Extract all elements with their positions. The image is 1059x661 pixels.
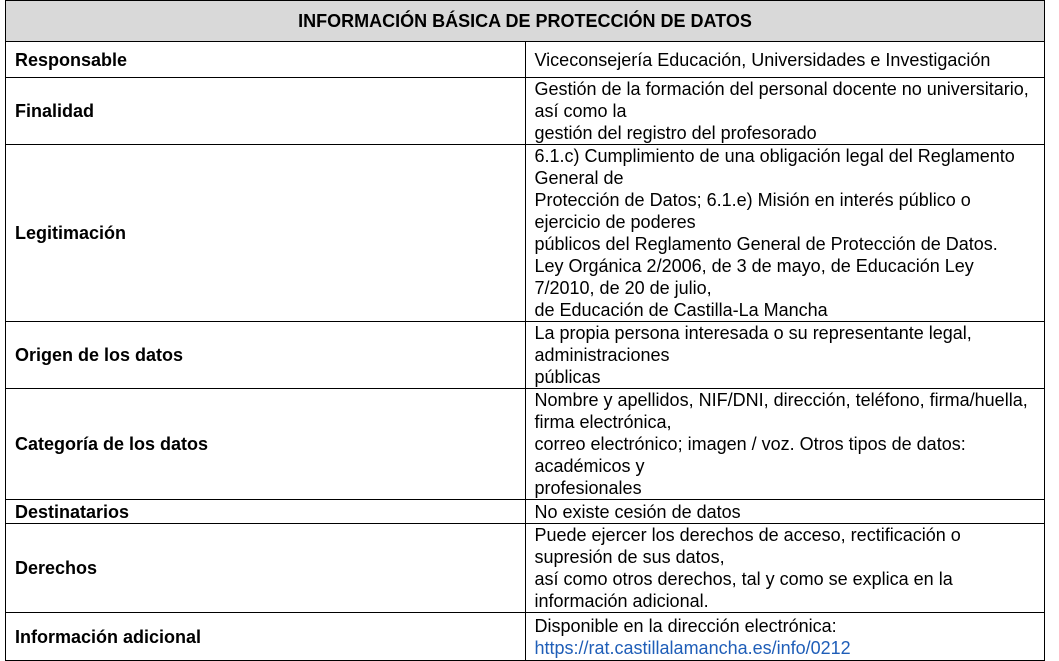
- value-line: así como otros derechos, tal y como se explica en la información adicional.: [534, 569, 953, 611]
- row-label-informacion-adicional: Información adicional: [6, 613, 526, 661]
- value-line: profesionales: [534, 478, 642, 498]
- table-row: [6, 524, 1045, 613]
- row-value-categoria: [525, 389, 1045, 500]
- value-line: Puede ejercer los derechos de acceso, rectificación o supresión de sus datos,: [534, 525, 961, 567]
- row-label-origen: Origen de los datos: [6, 322, 526, 389]
- table-header-row: [6, 1, 1045, 42]
- row-label-finalidad: Finalidad: [6, 78, 526, 145]
- row-value-legitimacion: [525, 145, 1045, 322]
- row-label-destinatarios: Destinatarios: [6, 500, 526, 524]
- additional-info-link[interactable]: https://rat.castillalamancha.es/info/0212: [534, 638, 851, 658]
- table-title: INFORMACIÓN BÁSICA DE PROTECCIÓN DE DATOS: [6, 1, 1045, 42]
- value-line: públicos del Reglamento General de Protección de Datos.: [534, 234, 998, 254]
- value-line: correo electrónico; imagen / voz. Otros tipos de datos: académicos y: [534, 434, 966, 476]
- row-value-finalidad: [525, 78, 1045, 145]
- table-row: [6, 145, 1045, 322]
- table-row: [6, 613, 1045, 661]
- value-line: Nombre y apellidos, NIF/DNI, dirección, teléfono, firma/huella, firma electrónica,: [534, 390, 1028, 432]
- row-value-origen: [525, 322, 1045, 389]
- table-row: [6, 78, 1045, 145]
- table-row: [6, 322, 1045, 389]
- value-line: 6.1.c) Cumplimiento de una obligación legal del Reglamento General de: [534, 146, 1015, 188]
- row-value-informacion-adicional: [525, 613, 1045, 661]
- value-line: Ley Orgánica 2/2006, de 3 de mayo, de Educación Ley 7/2010, de 20 de julio,: [534, 256, 974, 298]
- row-label-derechos: Derechos: [6, 524, 526, 613]
- value-line: La propia persona interesada o su representante legal, administraciones: [534, 323, 972, 365]
- row-value-derechos: [525, 524, 1045, 613]
- value-line: de Educación de Castilla-La Mancha: [534, 300, 828, 320]
- row-value-responsable: [525, 42, 1045, 78]
- table-row: [6, 389, 1045, 500]
- row-label-responsable: Responsable: [6, 42, 526, 78]
- row-label-categoria: Categoría de los datos: [6, 389, 526, 500]
- value-line: públicas: [534, 367, 601, 387]
- additional-info-prefix: Disponible en la dirección electrónica:: [534, 616, 837, 636]
- value-line: Protección de Datos; 6.1.e) Misión en interés público o ejercicio de poderes: [534, 190, 971, 232]
- value-line: Viceconsejería Educación, Universidades e Investigación: [534, 49, 991, 70]
- value-line: No existe cesión de datos: [534, 501, 741, 522]
- value-line: gestión del registro del profesorado: [534, 123, 817, 143]
- row-value-destinatarios: [525, 500, 1045, 524]
- value-line: Gestión de la formación del personal docente no universitario, así como la: [534, 79, 1029, 121]
- row-label-legitimacion: Legitimación: [6, 145, 526, 322]
- table-row: [6, 500, 1045, 524]
- table-row: [6, 42, 1045, 78]
- data-protection-table: [5, 0, 1045, 661]
